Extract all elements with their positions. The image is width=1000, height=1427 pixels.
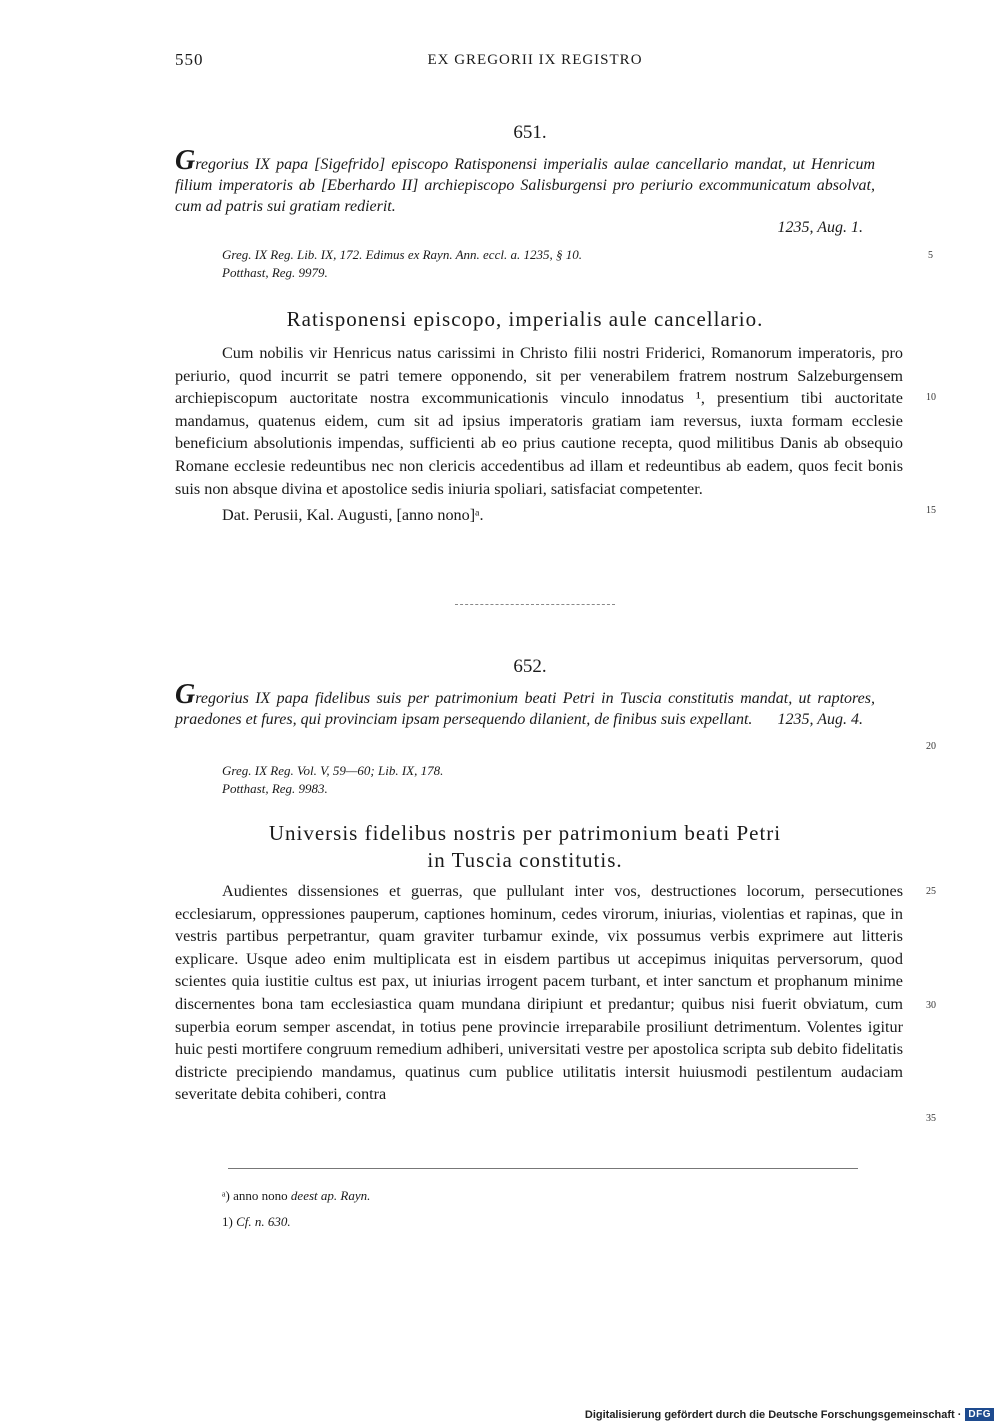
letter-paragraph: Cum nobilis vir Henricus natus carissimi in Christo filii nostri Friderici, Romanorum imperatoris, pro periurio, quod incurrit se patri temere opponendo, sit per venerabilem fratrem nostrum Salzeburgensem archiepiscopum auctoritate nostra excommunicationis vinculo innodatus ¹, presentium tibi auctoritate mandamus, quatenus eidem, cum sit ad ipsius imperatoris gratiam iam reversus, iuxta formam ecclesie beneficium absolutionis impendas, sufficienti ab eo prius cautione recepta, quod militibus Danis ab obsequio Romane ecclesie redeuntibus nec non clericis accedentibus ad illam et redeuntibus ab eadem, quos fecit bonis suis non absque divina et apostolice sedis iniuria spoliari, satisfaciat competenter. [175,344,903,498]
document-number: 651. [513,122,547,143]
credit-text: Digitalisierung gefördert durch die Deutsche Forschungsgemeinschaft · [584,1408,962,1421]
source-line: Greg. IX Reg. Lib. IX, 172. Edimus ex Rayn. Ann. eccl. a. 1235, § 10. [222,247,582,262]
address-line: in Tuscia constitutis. [427,848,623,872]
running-title: EX GREGORII IX REGISTRO [427,52,643,68]
letter-text [175,342,903,527]
dating-clause: Dat. Perusii, Kal. Augusti, [anno nono]ᵃ. [222,506,484,525]
line-number: 25 [926,886,936,897]
source-reference [222,246,822,282]
footnote-rule [228,1168,858,1169]
regest-date: 1235, Aug. 4. [777,711,863,728]
source-line: Potthast, Reg. 9979. [222,265,328,280]
regest-summary [175,679,875,730]
line-number: 35 [926,1113,936,1124]
source-line: Greg. IX Reg. Vol. V, 59—60; Lib. IX, 178. [222,763,444,778]
regest-initial: G [175,145,196,176]
footnote-1 [222,1214,291,1230]
footnote-marker: 1) [222,1214,233,1229]
footnote-a [222,1188,370,1204]
line-number: 20 [926,741,936,752]
address-line: Universis fidelibus nostris per patrimonium beati Petri [268,821,782,845]
footnote-note: deest ap. Rayn. [290,1188,371,1203]
document-number: 652. [513,656,547,677]
footnote-text: Cf. n. 630. [236,1214,291,1229]
footnote-text: anno nono [233,1188,288,1203]
line-number: 15 [926,505,936,516]
regest-text: regorius IX papa [Sigefrido] episcopo Ratisponensi imperialis aulae cancellario mandat, ut Henricum filium imperatoris ab [Eberhardo II] archiepiscopo Salisburgensi pro periurio excommunicatum absolvat, cum ad patris sui gratiam redierit. [175,156,875,215]
funding-credit [585,1408,994,1421]
section-separator [455,604,615,605]
line-number: 30 [926,1000,936,1011]
letter-paragraph: Audientes dissensiones et guerras, que pullulant inter vos, destructiones locorum, persecutiones ecclesiarum, oppressiones pauperum, captiones hominum, cedes virorum, iniurias, violentias et rapinas, que in vestris partibus perpetrantur, quam graviter turbamur exinde, vix possumus verbis exprimere aut litteris explicare. Usque adeo enim multiplicata est in eisdem partibus ut accepimus iniquitas perversorum, quod scientes quia iustitie cultus est pax, ut iniurias irrogent pacem turbant, et inter sanctum et prophanum minime discernentes bona tam ecclesiastica quam mundana diripiunt et predantur; quibus nisi fuerit obviatum, cum superbia eorum semper ascendat, in totius pene provincie irreparabile prosiliunt detrimentum. Volentes igitur huic pesti mortifere congruum remedium adhiberi, universitati vestre per apostolica scripta sub debito fidelitatis districte precipiendo mandamus, quatinus cum publice utilitatis intersit huiusmodi pestilentum audaciam severitate debita cohiberi, contra [175,882,903,1104]
regest-summary [175,145,875,238]
footnote-marker: ᵃ) [222,1188,230,1203]
dfg-logo-icon: DFG [965,1408,994,1421]
regest-date: 1235, Aug. 1. [777,219,863,236]
letter-address [175,820,875,874]
letter-address: Ratisponensi episcopo, imperialis aule cancellario. [286,307,764,331]
page-number: 550 [175,50,204,69]
source-reference [222,762,822,798]
regest-initial: G [175,679,196,710]
regest-text: regorius IX papa fidelibus suis per patrimonium beati Petri in Tuscia constitutis mandat, ut raptores, praedones et fures, qui provinciam ipsam persequendo dilanient, de finibus suis expellant. [175,690,875,728]
source-line: Potthast, Reg. 9983. [222,781,328,796]
letter-text [175,880,903,1106]
line-number: 10 [926,392,936,403]
line-number: 5 [928,250,933,261]
